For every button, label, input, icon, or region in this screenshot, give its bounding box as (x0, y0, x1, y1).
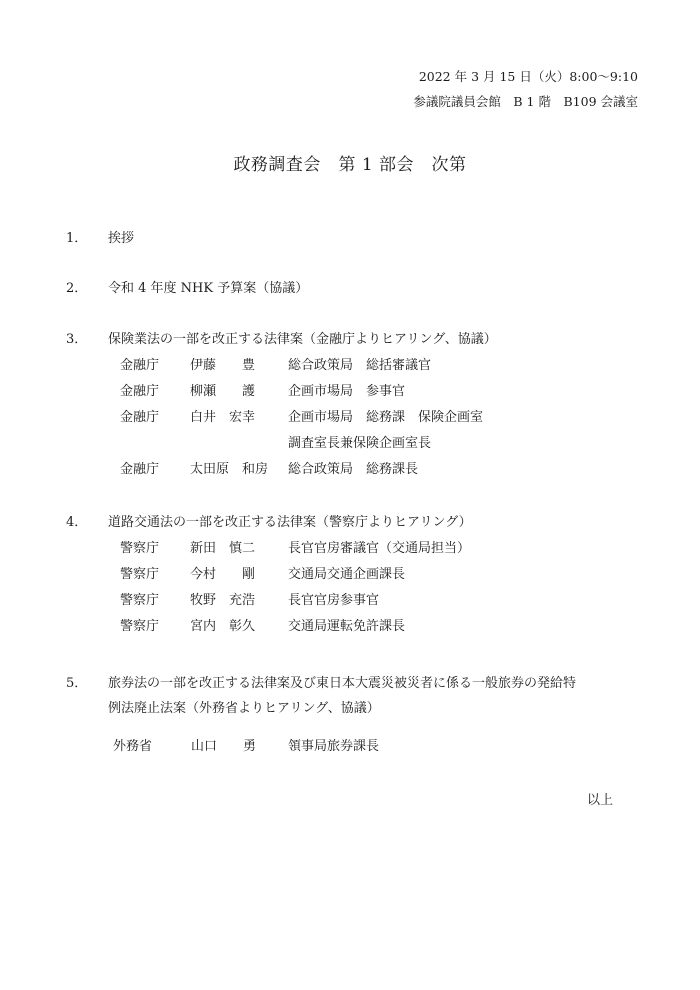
item-number: 4． (66, 515, 88, 530)
attendee-name: 白井 宏幸 (190, 410, 256, 425)
attendee-agency: 金融庁 (120, 384, 160, 399)
attendee-agency: 外務省 (113, 739, 153, 754)
attendee-title: 交通局交通企画課長 (288, 567, 406, 582)
attendee-name: 新田 慎二 (190, 541, 256, 556)
attendee-name: 柳瀬 護 (190, 384, 256, 399)
document-title: 政務調査会 第 1 部会 次第 (233, 155, 467, 175)
meeting-venue: 参議院議員会館 B 1 階 B109 会議室 (413, 94, 638, 109)
item-number: 5． (66, 676, 88, 691)
attendee-title: 企画市場局 総務課 保険企画室 (288, 410, 484, 425)
attendee-title: 領事局旅券課長 (288, 739, 380, 754)
attendee-agency: 金融庁 (120, 358, 160, 373)
attendee-name: 伊藤 豊 (190, 358, 256, 373)
agenda-item-text-continued: 例法廃止法案（外務省よりヒアリング、協議） (108, 701, 380, 716)
attendee-title: 企画市場局 参事官 (288, 384, 406, 399)
agenda-item-text: 令和 4 年度 NHK 予算案（協議） (108, 281, 309, 296)
agenda-item-text: 旅券法の一部を改正する法律案及び東日本大震災被災者に係る一般旅券の発給特 (108, 676, 577, 691)
agenda-item-text: 挨拶 (108, 231, 135, 246)
attendee-title: 総合政策局 総務課長 (288, 462, 419, 477)
attendee-agency: 警察庁 (120, 593, 160, 608)
attendee-agency: 警察庁 (120, 619, 160, 634)
attendee-title: 長官官房審議官（交通局担当） (288, 541, 471, 556)
closing-mark: 以上 (587, 793, 614, 808)
attendee-title: 交通局運転免許課長 (288, 619, 406, 634)
agenda-item-text: 保険業法の一部を改正する法律案（金融庁よりヒアリング、協議） (108, 332, 497, 347)
item-number: 1． (66, 231, 88, 246)
attendee-name: 太田原 和房 (190, 462, 269, 477)
attendee-name: 宮内 彰久 (190, 619, 256, 634)
attendee-title: 総合政策局 総括審議官 (288, 358, 432, 373)
attendee-name: 牧野 充浩 (190, 593, 256, 608)
agenda-item-text: 道路交通法の一部を改正する法律案（警察庁よりヒアリング） (108, 515, 472, 530)
attendee-name: 今村 剛 (190, 567, 256, 582)
attendee-agency: 金融庁 (120, 410, 160, 425)
item-number: 2． (66, 281, 88, 296)
attendee-name: 山口 勇 (191, 739, 257, 754)
meeting-datetime: 2022 年 3 月 15 日（火）8:00～9:10 (418, 69, 638, 84)
attendee-agency: 警察庁 (120, 541, 160, 556)
attendee-title: 長官官房参事官 (288, 593, 380, 608)
attendee-agency: 警察庁 (120, 567, 160, 582)
attendee-title: 調査室長兼保険企画室長 (288, 436, 432, 451)
item-number: 3． (66, 332, 88, 347)
attendee-agency: 金融庁 (120, 462, 160, 477)
